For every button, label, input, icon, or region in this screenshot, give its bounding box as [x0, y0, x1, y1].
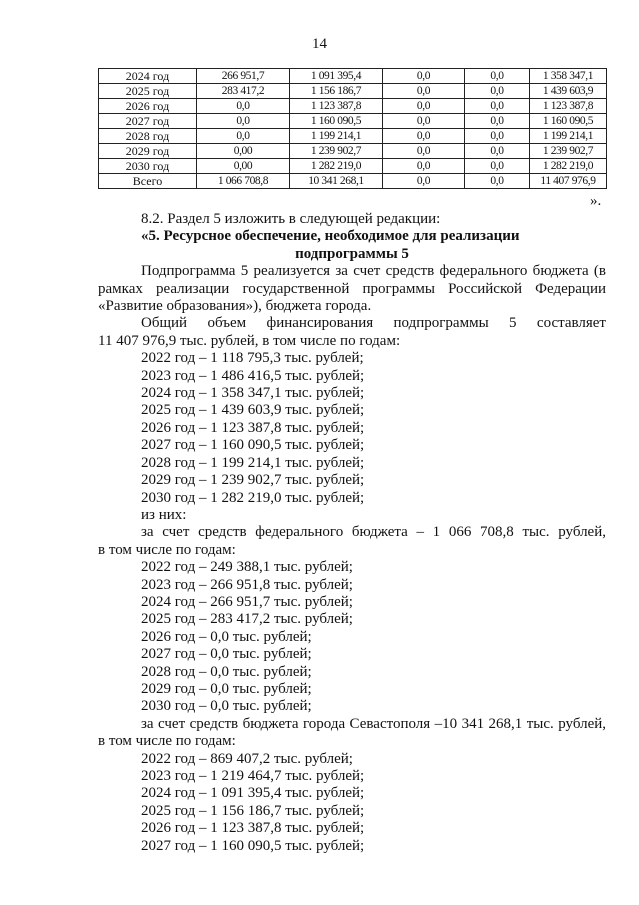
list-item: 2026 год – 0,0 тыс. рублей; [141, 628, 312, 645]
city-budget-line1: за счет средств бюджета города Севастополя –10 341 268,1 тыс. рублей, [141, 715, 606, 732]
table-cell-value: 1 439 603,9 [530, 84, 607, 99]
table-cell-value: 0,0 [383, 174, 465, 189]
list-item: 2024 год – 1 091 395,4 тыс. рублей; [141, 785, 365, 802]
table-cell-value: 1 091 395,4 [290, 69, 383, 84]
list-item: 2028 год – 1 199 214,1 тыс. рублей; [141, 454, 365, 471]
table-cell-value: 0,0 [465, 69, 530, 84]
table-cell-year: 2025 год [99, 84, 197, 99]
table-cell-year: 2030 год [99, 159, 197, 174]
table-cell-value: 0,0 [383, 69, 465, 84]
list-item: 2024 год – 266 951,7 тыс. рублей; [141, 593, 353, 610]
table-cell-value: 1 156 186,7 [290, 84, 383, 99]
list-item: 2027 год – 1 160 090,5 тыс. рублей; [141, 837, 365, 854]
table-cell-value: 1 066 708,8 [197, 174, 290, 189]
total-by-year-list [98, 350, 606, 507]
table-cell-value: 1 123 387,8 [290, 99, 383, 114]
table-cell-value: 0,0 [383, 144, 465, 159]
table-cell-value: 10 341 268,1 [290, 174, 383, 189]
table-row [99, 144, 607, 159]
financing-table-body [99, 69, 607, 189]
list-item: 2029 год – 0,0 тыс. рублей; [141, 680, 312, 697]
table-cell-year: 2029 год [99, 144, 197, 159]
table-cell-value: 0,0 [383, 159, 465, 174]
table-row [99, 84, 607, 99]
list-item: 2025 год – 1 439 603,9 тыс. рублей; [141, 402, 365, 419]
table-cell-value: 1 282 219,0 [290, 159, 383, 174]
table-cell-value: 0,00 [197, 159, 290, 174]
table-cell-value: 1 123 387,8 [530, 99, 607, 114]
section-heading-line2: подпрограммы 5 [295, 245, 409, 262]
list-item: 2027 год – 0,0 тыс. рублей; [141, 646, 312, 663]
list-item: 2027 год – 1 160 090,5 тыс. рублей; [141, 437, 365, 454]
table-cell-value: 0,0 [465, 129, 530, 144]
table-row [99, 129, 607, 144]
list-item: 2023 год – 266 951,8 тыс. рублей; [141, 576, 353, 593]
list-item: 2026 год – 1 123 387,8 тыс. рублей; [141, 419, 365, 436]
table-cell-value: 0,0 [383, 129, 465, 144]
document-text [98, 211, 606, 855]
table-cell-value: 1 282 219,0 [530, 159, 607, 174]
list-item: 2028 год – 0,0 тыс. рублей; [141, 663, 312, 680]
table-row [99, 174, 607, 189]
table-cell-value: 1 239 902,7 [290, 144, 383, 159]
paragraph-total-line2: 11 407 976,9 тыс. рублей, в том числе по годам: [98, 332, 401, 349]
table-cell-value: 1 160 090,5 [290, 114, 383, 129]
federal-budget-line2: в том числе по годам: [98, 541, 236, 558]
section-heading-line1: «5. Ресурсное обеспечение, необходимое для реализации [141, 228, 520, 245]
table-cell-value: 0,0 [465, 174, 530, 189]
table-cell-value: 1 199 214,1 [290, 129, 383, 144]
table-cell-year: 2024 год [99, 69, 197, 84]
table-cell-value: 1 239 902,7 [530, 144, 607, 159]
federal-by-year-list [98, 559, 606, 716]
table-cell-value: 0,0 [383, 114, 465, 129]
table-cell-year: 2028 год [99, 129, 197, 144]
list-item: 2026 год – 1 123 387,8 тыс. рублей; [141, 820, 365, 837]
table-cell-value: 0,0 [465, 99, 530, 114]
table-cell-year: 2027 год [99, 114, 197, 129]
list-item: 2022 год – 249 388,1 тыс. рублей; [141, 559, 353, 576]
table-cell-value: 0,0 [465, 144, 530, 159]
table-cell-value: 0,0 [465, 84, 530, 99]
table-cell-value: 0,0 [465, 114, 530, 129]
table-cell-value: 1 199 214,1 [530, 129, 607, 144]
table-cell-value: 0,0 [465, 159, 530, 174]
financing-table [98, 68, 607, 189]
table-cell-value: 0,0 [383, 99, 465, 114]
table-row [99, 69, 607, 84]
table-cell-value: 0,0 [197, 99, 290, 114]
table-cell-value: 1 160 090,5 [530, 114, 607, 129]
amendment-intro: 8.2. Раздел 5 изложить в следующей редакции: [141, 211, 441, 227]
table-cell-value: 0,0 [197, 129, 290, 144]
page-number: 14 [312, 36, 327, 52]
table-cell-year: Всего [99, 174, 197, 189]
table-cell-value: 0,00 [197, 144, 290, 159]
list-item: 2022 год – 869 407,2 тыс. рублей; [141, 750, 353, 767]
list-item: 2025 год – 1 156 186,7 тыс. рублей; [141, 802, 365, 819]
table-cell-value: 266 951,7 [197, 69, 290, 84]
table-cell-value: 0,0 [197, 114, 290, 129]
table-cell-value: 0,0 [383, 84, 465, 99]
table-cell-value: 1 358 347,1 [530, 69, 607, 84]
paragraph-total-line1: Общий объем финансирования подпрограммы 5 составляет [141, 315, 606, 332]
table-row [99, 159, 607, 174]
table-row [99, 114, 607, 129]
closing-quote: ». [590, 193, 602, 209]
list-item: 2022 год – 1 118 795,3 тыс. рублей; [141, 350, 364, 367]
city-by-year-list [98, 751, 606, 855]
list-item: 2030 год – 1 282 219,0 тыс. рублей; [141, 489, 365, 506]
list-item: 2030 год – 0,0 тыс. рублей; [141, 698, 312, 715]
table-cell-value: 283 417,2 [197, 84, 290, 99]
paragraph-funding-sources: Подпрограмма 5 реализуется за счет средств федерального бюджета (в рамках реализации государственной программы Российской Федерации «Развитие образования»), бюджета города. [98, 263, 606, 315]
list-item: 2024 год – 1 358 347,1 тыс. рублей; [141, 385, 365, 402]
federal-budget-line1: за счет средств федерального бюджета – 1 066 708,8 тыс. рублей, [141, 524, 606, 541]
of-them-label: из них: [141, 506, 187, 523]
list-item: 2023 год – 1 486 416,5 тыс. рублей; [141, 367, 365, 384]
table-cell-year: 2026 год [99, 99, 197, 114]
list-item: 2025 год – 283 417,2 тыс. рублей; [141, 611, 353, 628]
list-item: 2023 год – 1 219 464,7 тыс. рублей; [141, 768, 365, 784]
table-cell-value: 11 407 976,9 [530, 174, 607, 189]
list-item: 2029 год – 1 239 902,7 тыс. рублей; [141, 472, 365, 489]
city-budget-line2: в том числе по годам: [98, 733, 236, 750]
table-row [99, 99, 607, 114]
